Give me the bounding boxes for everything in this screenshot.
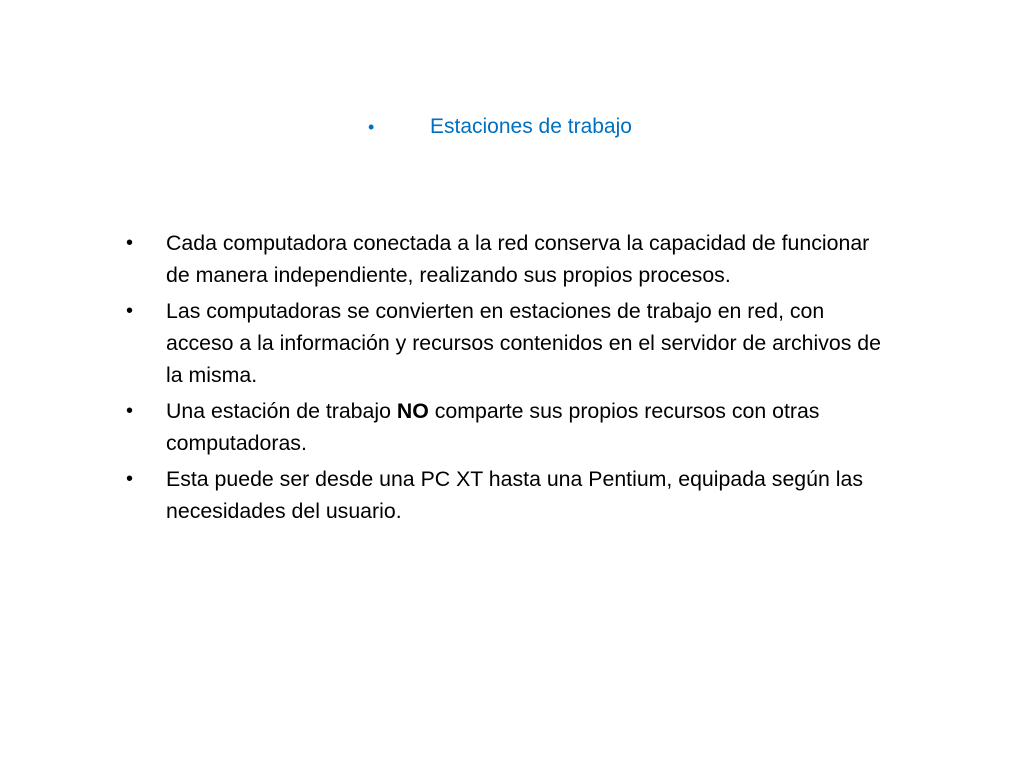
bullet-text: Cada computadora conectada a la red conserva la capacidad de funcionar de manera independiente, realizando sus propios procesos. [166,231,870,287]
bullet-text: Las computadoras se convierten en estaciones de trabajo en red, con acceso a la información y recursos contenidos en el servidor de archivos de la misma. [166,299,881,387]
bullet-list [126,227,886,531]
bullet-item [126,227,886,291]
bullet-icon: • [126,468,134,490]
bullet-text-emphasis: NO [396,399,429,423]
bullet-text-after: comparte sus propios recursos con otras computadoras. [166,399,820,455]
slide-title-row [368,110,632,144]
bullet-text [166,395,886,459]
title-bullet-icon: • [368,116,375,137]
bullet-item [126,295,886,391]
bullet-icon: • [126,232,134,254]
slide-title: Estaciones de trabajo [430,115,632,138]
bullet-icon: • [126,400,134,422]
bullet-text-before: Una estación de trabajo [166,399,397,423]
bullet-icon: • [126,300,134,322]
bullet-text: Esta puede ser desde una PC XT hasta una Pentium, equipada según las necesidades del usuario. [166,467,863,523]
bullet-item [126,395,886,459]
bullet-item [126,463,886,527]
